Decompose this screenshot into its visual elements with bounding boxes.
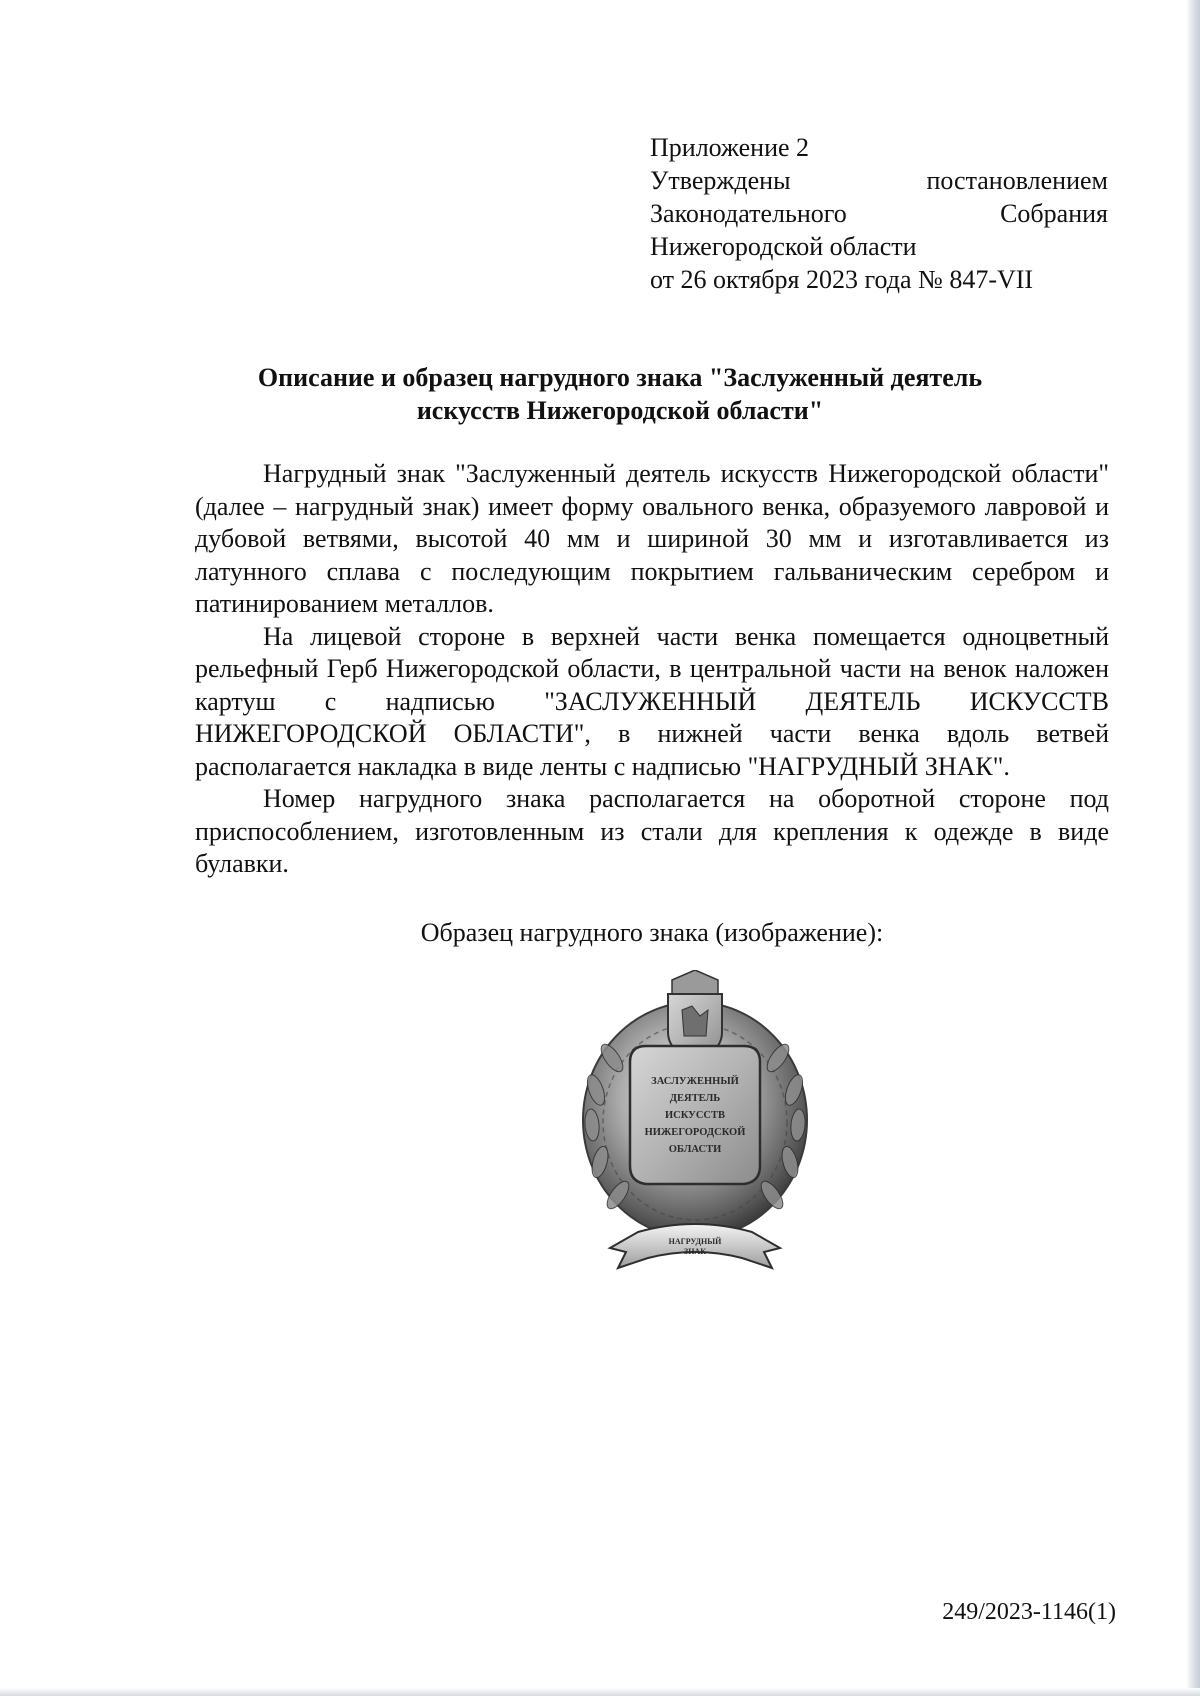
appendix-label: Приложение 2	[650, 133, 810, 162]
paragraph-front-side: На лицевой стороне в верхней части венка помещается одноцветный рельефный Герб Нижегородской области, в центральной части на венок наложен картуш с надписью "ЗАСЛУЖЕННЫЙ ДЕЯТЕЛЬ ИСКУССТВ НИЖЕГОРОДСКОЙ ОБЛАСТИ", в нижней части венка вдоль ветвей располагается накладка в виде ленты с надписью "НАГРУДНЫЙ ЗНАК".	[195, 621, 1109, 781]
cartouche-line-5: ОБЛАСТИ	[668, 1144, 722, 1155]
cartouche-line-3: ИСКУССТВ	[664, 1110, 726, 1121]
resolution-date: от 26 октября 2023 года № 847-VII	[650, 265, 1034, 294]
cartouche-line-1: ЗАСЛУЖЕННЫЙ	[651, 1076, 739, 1087]
scan-edge-right	[1186, 0, 1200, 1696]
region-name: Нижегородской области	[650, 232, 917, 261]
resolution-word: постановлением	[926, 166, 1108, 195]
legislative-word: Законодательного	[650, 199, 847, 228]
ribbon-line-2: ЗНАК	[683, 1247, 707, 1256]
ribbon-line-1: НАГРУДНЫЙ	[668, 1237, 722, 1246]
assembly-word: Собрания	[1000, 199, 1108, 228]
document-title	[220, 361, 1020, 427]
approved-word: Утверждены	[650, 166, 791, 195]
paragraph-back-side: Номер нагрудного знака располагается на оборотной стороне под приспособлением, изготовленным из стали для крепления к одежде в виде булавки.	[195, 784, 1109, 878]
approval-line-3	[650, 197, 1108, 230]
cartouche-line-4: НИЖЕГОРОДСКОЙ	[644, 1127, 746, 1138]
document-number: 249/2023-1146(1)	[942, 1599, 1116, 1625]
description-body	[195, 458, 1109, 881]
title-line-2: искусств Нижегородской области"	[416, 396, 824, 425]
scan-edge-bottom	[0, 1688, 1200, 1696]
cartouche-line-2: ДЕЯТЕЛЬ	[669, 1093, 721, 1104]
title-line-1: Описание и образец нагрудного знака "Заслуженный деятель	[257, 363, 983, 392]
approval-block	[650, 131, 1108, 296]
paragraph-shape: Нагрудный знак "Заслуженный деятель искусств Нижегородской области" (далее – нагрудный знак) имеет форму овального венка, образуемого лавровой и дубовой ветвями, высотой 40 мм и шириной 30 мм и изготавливается из латунного сплава с последующим покрытием гальваническим серебром и патинированием металлов.	[195, 459, 1109, 618]
ribbon	[610, 1224, 780, 1268]
sample-caption: Образец нагрудного знака (изображение):	[420, 918, 884, 947]
approval-line-2	[650, 164, 1108, 197]
badge-image	[560, 970, 830, 1280]
badge-illustration	[560, 970, 830, 1280]
